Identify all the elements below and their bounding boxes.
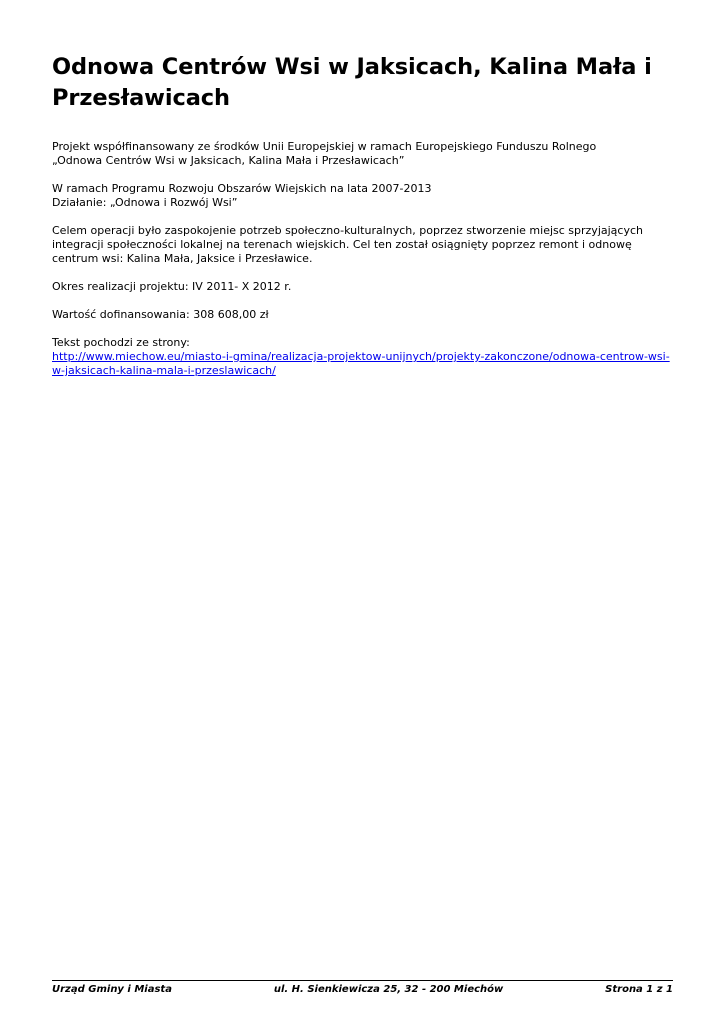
document-page [52,52,673,392]
paragraph-line: „Odnowa Centrów Wsi w Jaksicach, Kalina Mała i Przesławicach” [52,154,405,167]
paragraph-line: Działanie: „Odnowa i Rozwój Wsi” [52,196,238,209]
paragraph-goal: Celem operacji było zaspokojenie potrzeb społeczno-kulturalnych, poprzez stworzenie miejsc sprzyjających integracji społeczności lokalnej na terenach wiejskich. Cel ten został osiągnięty poprzez remont i odnowę centrum wsi: Kalina Mała, Jaksice i Przesławice. [52,224,643,265]
paragraph-cofinancing [52,140,673,168]
paragraph-program [52,182,673,210]
source-label: Tekst pochodzi ze strony: [52,336,190,349]
page-footer [52,980,673,996]
paragraph-line: Projekt współfinansowany ze środków Unii Europejskiej w ramach Europejskiego Funduszu Rolnego [52,140,597,153]
footer-page-number: Strona 1 z 1 [605,984,673,995]
page-title: Odnowa Centrów Wsi w Jaksicach, Kalina Mała i Przesławicach [52,54,652,111]
footer-office: Urząd Gminy i Miasta [52,984,172,995]
paragraph-line: W ramach Programu Rozwoju Obszarów Wiejskich na lata 2007-2013 [52,182,432,195]
paragraph-period: Okres realizacji projektu: IV 2011- X 2012 r. [52,280,292,293]
footer-address: ul. H. Sienkiewicza 25, 32 - 200 Miechów [273,984,504,995]
source-block [52,336,673,378]
paragraph-funding: Wartość dofinansowania: 308 608,00 zł [52,308,269,321]
source-link[interactable]: http://www.miechow.eu/miasto-i-gmina/realizacja-projektow-unijnych/projekty-zakonczone/odnowa-centrow-wsi-w-jaksicach-kalina-mala-i-przeslawicach/ [52,350,670,377]
